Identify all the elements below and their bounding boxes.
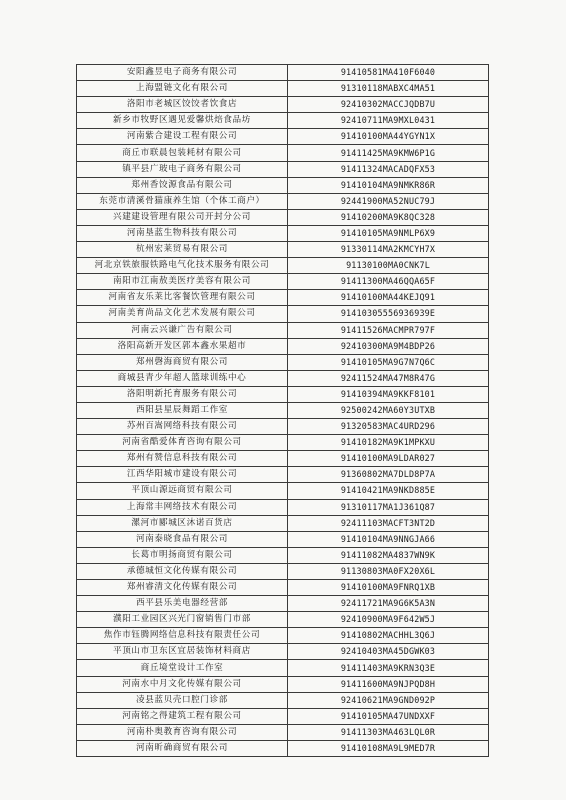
table-row (77, 435, 489, 451)
table-row (77, 515, 489, 531)
company-name-cell: 河南朴奥教育咨询有限公司 (77, 724, 288, 740)
table-row (77, 580, 489, 596)
table-row (77, 145, 489, 161)
credit-code-cell: 91130803MA0FX20X6L (288, 563, 489, 579)
company-name-cell: 西阳县星辰舞蹈工作室 (77, 402, 288, 418)
credit-code-cell: 91410105MA9NMLP6X9 (288, 225, 489, 241)
table-row (77, 644, 489, 660)
company-name-cell: 上海盟链文化有限公司 (77, 81, 288, 97)
credit-code-cell: 91330114MA2KMCYH7X (288, 242, 489, 258)
credit-code-cell: 91410581MA410F6040 (288, 65, 489, 81)
company-name-cell: 河南省友乐莱比客餐饮管理有限公司 (77, 290, 288, 306)
credit-code-cell: 91410104MA9NMKR86R (288, 177, 489, 193)
company-name-cell: 郑州香饺源食品有限公司 (77, 177, 288, 193)
credit-code-cell: 91411425MA9KMW6P1G (288, 145, 489, 161)
table-row (77, 386, 489, 402)
company-name-cell: 焦作市钰腾网络信息科技有限责任公司 (77, 628, 288, 644)
credit-code-cell: 91410100MA44YGYN1X (288, 129, 489, 145)
credit-code-cell: 92410621MA9GND092P (288, 692, 489, 708)
credit-code-cell: 92411721MA9G6K5A3N (288, 596, 489, 612)
credit-code-cell: 91360802MA7DLD8P7A (288, 467, 489, 483)
table-row (77, 660, 489, 676)
company-name-cell: 河南铭之得建筑工程有限公司 (77, 708, 288, 724)
credit-code-cell: 92411524MA47M8R47G (288, 370, 489, 386)
company-name-cell: 西平县乐美电器经营部 (77, 596, 288, 612)
table-row (77, 177, 489, 193)
credit-code-cell: 91410108MA9L9MED7R (288, 740, 489, 756)
credit-code-cell: 91320583MAC4URD296 (288, 419, 489, 435)
table-row (77, 65, 489, 81)
company-name-cell: 安阳鑫昱电子商务有限公司 (77, 65, 288, 81)
company-name-cell: 郑州睿清文化传媒有限公司 (77, 580, 288, 596)
registry-table-body (77, 65, 489, 757)
credit-code-cell: 91410421MA9NKD885E (288, 483, 489, 499)
table-row (77, 242, 489, 258)
credit-code-cell: 91411303MA463LQL0R (288, 724, 489, 740)
credit-code-cell: 91410802MACHHL3Q6J (288, 628, 489, 644)
credit-code-cell: 92410711MA9MXL0431 (288, 113, 489, 129)
company-name-cell: 商丘市联晨包装耗材有限公司 (77, 145, 288, 161)
company-name-cell: 洛阳市老城区饺饺者饮食店 (77, 97, 288, 113)
table-row (77, 81, 489, 97)
table-row (77, 258, 489, 274)
company-name-cell: 平顶山源远商贸有限公司 (77, 483, 288, 499)
credit-code-cell: 91410100MA9LDAR027 (288, 451, 489, 467)
credit-code-cell: 91130100MA0CNK7L (288, 258, 489, 274)
credit-code-cell: 91411526MACMPR797F (288, 322, 489, 338)
company-name-cell: 濮阳工业园区兴光门窗销售门市部 (77, 612, 288, 628)
credit-code-cell: 91410182MA9K1MPKXU (288, 435, 489, 451)
company-name-cell: 洛阳明新托育服务有限公司 (77, 386, 288, 402)
table-row (77, 129, 489, 145)
credit-code-cell: 91411324MACADQFX53 (288, 161, 489, 177)
credit-code-cell: 92410302MACCJQDB7U (288, 97, 489, 113)
table-row (77, 547, 489, 563)
table-row (77, 290, 489, 306)
table-row (77, 419, 489, 435)
company-name-cell: 长葛市明扬商贸有限公司 (77, 547, 288, 563)
table-row (77, 724, 489, 740)
table-row (77, 225, 489, 241)
company-name-cell: 河北京铁旅服铁路电气化技术服务有限公司 (77, 258, 288, 274)
company-name-cell: 河南水中月文化传媒有限公司 (77, 676, 288, 692)
table-row (77, 676, 489, 692)
credit-code-cell: 91410100MA9FNRQ1XB (288, 580, 489, 596)
company-name-cell: 南阳市江南敖美医疗美容有限公司 (77, 274, 288, 290)
credit-code-cell: 91410394MA9KKF8101 (288, 386, 489, 402)
table-row (77, 467, 489, 483)
credit-code-cell: 92500242MA60Y3UTXB (288, 402, 489, 418)
table-row (77, 708, 489, 724)
company-name-cell: 郑州有赞信息科技有限公司 (77, 451, 288, 467)
table-row (77, 274, 489, 290)
company-name-cell: 河南云兴谦广告有限公司 (77, 322, 288, 338)
company-name-cell: 河南昕确商贸有限公司 (77, 740, 288, 756)
table-row (77, 499, 489, 515)
table-row (77, 483, 489, 499)
company-name-cell: 兴建建设管理有限公司开封分公司 (77, 209, 288, 225)
credit-code-cell: 91410200MA9K8QC328 (288, 209, 489, 225)
table-row (77, 209, 489, 225)
table-row (77, 451, 489, 467)
credit-code-cell: 91411403MA9KRN3Q3E (288, 660, 489, 676)
company-name-cell: 凌县蓝贝壳口腔门诊部 (77, 692, 288, 708)
company-name-cell: 河南美育尚品文化艺术发展有限公司 (77, 306, 288, 322)
credit-code-cell: 91410305556936939E (288, 306, 489, 322)
company-name-cell: 商丘境堂设计工作室 (77, 660, 288, 676)
table-row (77, 692, 489, 708)
company-name-cell: 新乡市牧野区遇见爱馨烘焙食品坊 (77, 113, 288, 129)
credit-code-cell: 91410105MA9G7N7Q6C (288, 354, 489, 370)
table-row (77, 322, 489, 338)
company-name-cell: 苏州百嵩网络科技有限公司 (77, 419, 288, 435)
credit-code-cell: 91310117MA1J361Q87 (288, 499, 489, 515)
company-name-cell: 平顶山市卫东区宜居装饰材料商店 (77, 644, 288, 660)
credit-code-cell: 91411082MA4837WN9K (288, 547, 489, 563)
company-name-cell: 河南泰晓食品有限公司 (77, 531, 288, 547)
table-row (77, 402, 489, 418)
company-name-cell: 河南紫合建设工程有限公司 (77, 129, 288, 145)
table-row (77, 563, 489, 579)
table-row (77, 531, 489, 547)
table-row (77, 161, 489, 177)
table-row (77, 740, 489, 756)
company-name-cell: 东莞市清溪骨猫康养生馆（个体工商户） (77, 193, 288, 209)
table-row (77, 338, 489, 354)
company-name-cell: 洛阳高新开发区郭本鑫水果超市 (77, 338, 288, 354)
company-name-cell: 河南垦蓝生物科技有限公司 (77, 225, 288, 241)
credit-code-cell: 92441900MA52NUC79J (288, 193, 489, 209)
company-name-cell: 郑州磬海商贸有限公司 (77, 354, 288, 370)
company-name-cell: 江西华阳城市建设有限公司 (77, 467, 288, 483)
company-name-cell: 河南省酷爱体育咨询有限公司 (77, 435, 288, 451)
credit-code-cell: 91411600MA9NJPQD8H (288, 676, 489, 692)
table-row (77, 306, 489, 322)
credit-code-cell: 91410100MA44KEJQ91 (288, 290, 489, 306)
company-name-cell: 上海常丰网络技术有限公司 (77, 499, 288, 515)
table-row (77, 354, 489, 370)
credit-code-cell: 92410900MA9F642W5J (288, 612, 489, 628)
company-name-cell: 商城县青少年超人篮球训练中心 (77, 370, 288, 386)
credit-code-cell: 92410300MA9M4BDP26 (288, 338, 489, 354)
company-name-cell: 漯河市郾城区沐诺百货店 (77, 515, 288, 531)
company-name-cell: 承德城恒文化传媒有限公司 (77, 563, 288, 579)
credit-code-cell: 91410105MA47UNDXXF (288, 708, 489, 724)
credit-code-cell: 91410104MA9NNGJA66 (288, 531, 489, 547)
table-row (77, 97, 489, 113)
credit-code-cell: 91411300MA46QQA65F (288, 274, 489, 290)
table-row (77, 612, 489, 628)
credit-code-cell: 92411103MACFT3NT2D (288, 515, 489, 531)
table-row (77, 193, 489, 209)
company-registry-table (76, 64, 489, 757)
company-name-cell: 杭州宏莱贸易有限公司 (77, 242, 288, 258)
credit-code-cell: 92410403MA45DGWK03 (288, 644, 489, 660)
table-row (77, 113, 489, 129)
credit-code-cell: 91310118MABXC4MA51 (288, 81, 489, 97)
table-row (77, 596, 489, 612)
table-row (77, 370, 489, 386)
company-name-cell: 镇平县广玻电子商务有限公司 (77, 161, 288, 177)
table-row (77, 628, 489, 644)
